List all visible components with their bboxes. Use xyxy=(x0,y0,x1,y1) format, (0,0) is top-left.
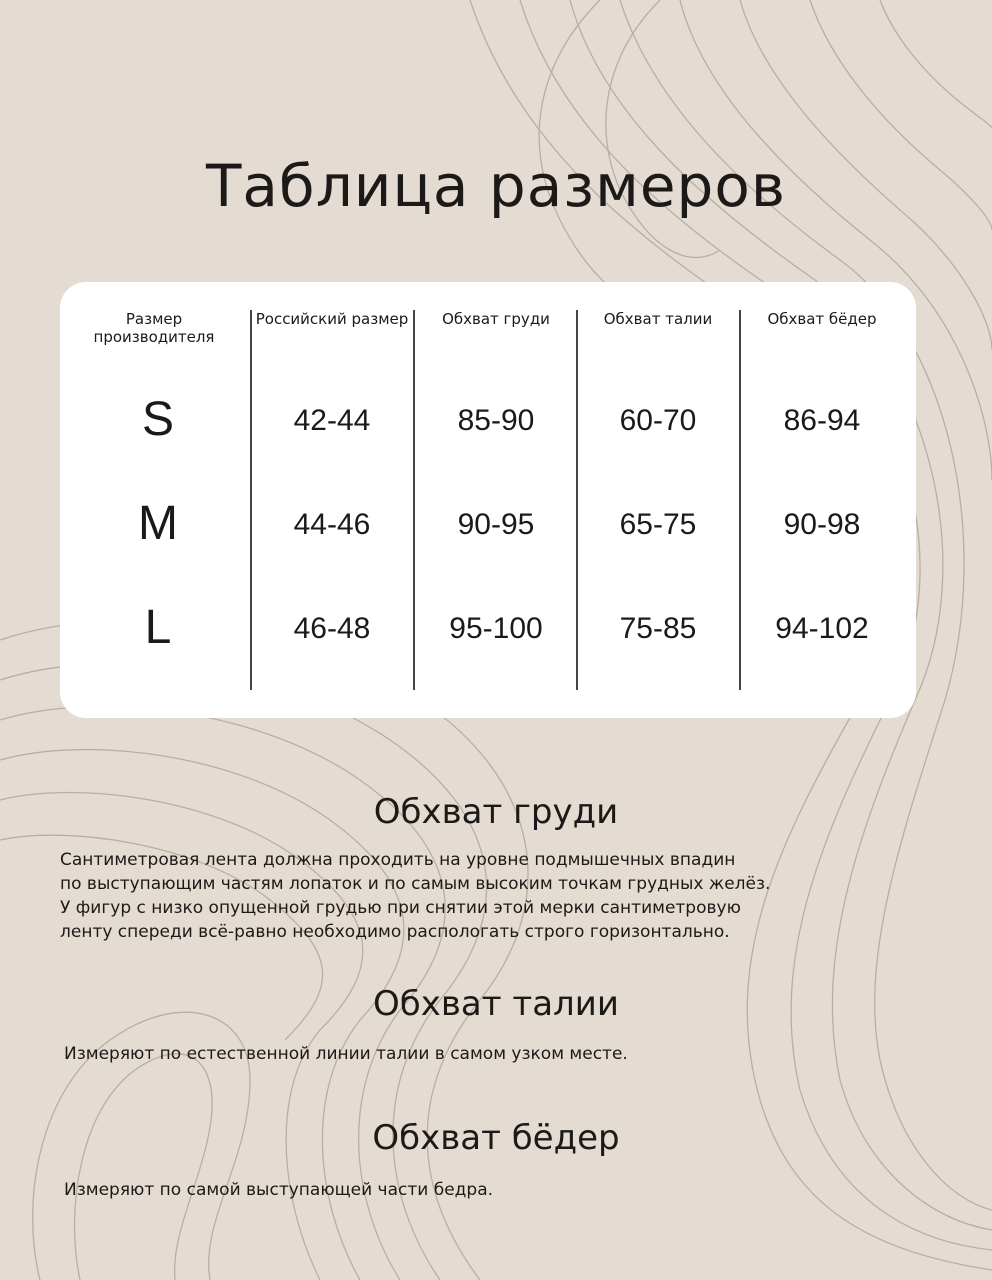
chest-text-line: ленту спереди всё-равно необходимо распологать строго горизонтально. xyxy=(60,922,730,942)
cell-chest: 95-100 xyxy=(449,612,543,645)
header-chest: Обхват груди xyxy=(442,310,550,328)
cell-chest: 90-95 xyxy=(457,508,535,541)
cell-hips: 90-98 xyxy=(783,508,861,541)
size-m: M xyxy=(138,497,178,550)
size-s: S xyxy=(141,393,174,446)
size-l: L xyxy=(144,601,172,654)
chest-text-line: Сантиметровая лента должна проходить на уровне подмышечных впадин xyxy=(60,850,736,870)
cell-waist: 65-75 xyxy=(619,508,697,541)
header-hips: Обхват бёдер xyxy=(767,310,877,328)
cell-waist: 75-85 xyxy=(619,612,697,645)
waist-text: Измеряют по естественной линии талии в самом узком месте. xyxy=(64,1044,628,1064)
section-title-chest: Обхват груди xyxy=(373,792,619,832)
cell-hips: 86-94 xyxy=(783,404,861,437)
chest-text-line: по выступающим частям лопаток и по самым высоким точкам грудных желёз. xyxy=(60,874,771,894)
cell-ru: 46-48 xyxy=(293,612,371,645)
cell-waist: 60-70 xyxy=(619,404,697,437)
section-title-waist: Обхват талии xyxy=(373,984,619,1024)
header-russian-size: Российский размер xyxy=(255,310,409,328)
size-table xyxy=(60,282,916,718)
cell-chest: 85-90 xyxy=(457,404,535,437)
chest-text-line: У фигур с низко опущенной грудью при снятии этой мерки сантиметровую xyxy=(60,898,741,918)
cell-hips: 94-102 xyxy=(775,612,869,645)
header-manufacturer-size: Размер производителя xyxy=(93,310,215,346)
header-waist: Обхват талии xyxy=(603,310,713,328)
section-title-hips: Обхват бёдер xyxy=(372,1118,620,1158)
hips-text: Измеряют по самой выступающей части бедра. xyxy=(64,1180,494,1200)
page-title: Таблица размеров xyxy=(205,152,787,220)
cell-ru: 44-46 xyxy=(293,508,371,541)
cell-ru: 42-44 xyxy=(293,404,371,437)
